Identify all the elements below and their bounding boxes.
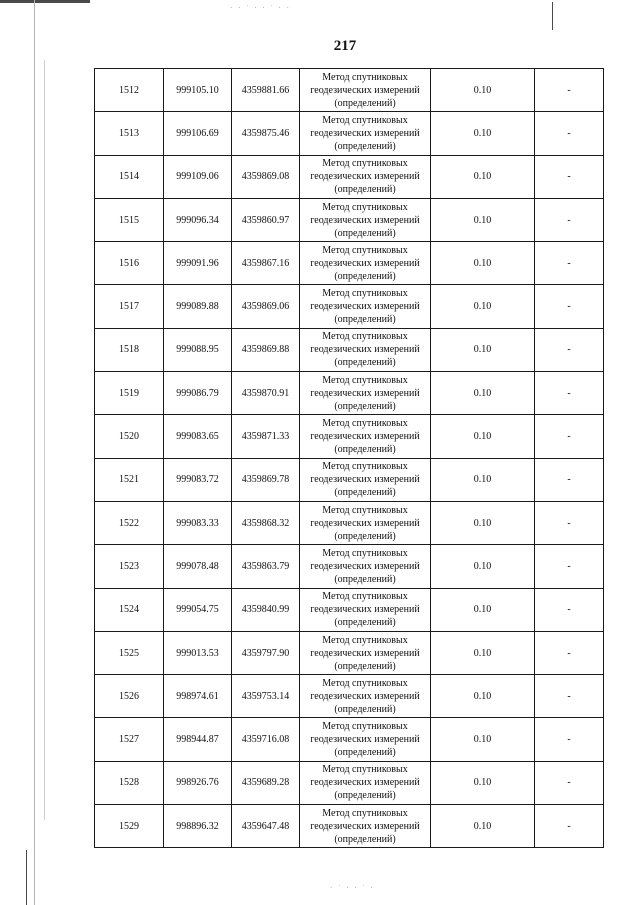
method-line: Метод спутниковых: [322, 807, 408, 819]
table-row: [95, 675, 604, 718]
y-coordinate-cell: 4359869.08: [232, 155, 300, 198]
method-line: Метод спутниковых: [322, 547, 408, 559]
point-number-cell: 1521: [95, 458, 164, 501]
note-cell: -: [535, 545, 604, 588]
point-number-cell: 1516: [95, 242, 164, 285]
method-cell: [300, 285, 431, 328]
point-number-cell: 1520: [95, 415, 164, 458]
accuracy-cell: 0.10: [431, 198, 535, 241]
table-row: [95, 112, 604, 155]
method-cell: [300, 242, 431, 285]
method-line: геодезических измерений: [310, 517, 420, 529]
method-cell: [300, 501, 431, 544]
y-coordinate-cell: 4359871.33: [232, 415, 300, 458]
method-line: геодезических измерений: [310, 171, 420, 183]
x-coordinate-cell: 998926.76: [164, 761, 232, 804]
x-coordinate-cell: 999083.65: [164, 415, 232, 458]
y-coordinate-cell: 4359863.79: [232, 545, 300, 588]
method-cell: [300, 675, 431, 718]
scan-edge-bottom-left: [26, 850, 27, 905]
method-cell: [300, 69, 431, 112]
method-cell: [300, 631, 431, 674]
method-line: Метод спутниковых: [322, 504, 408, 516]
method-line: (определений): [334, 790, 396, 802]
method-line: (определений): [334, 270, 396, 282]
method-line: (определений): [334, 357, 396, 369]
method-line: Метод спутниковых: [322, 331, 408, 343]
method-line: (определений): [334, 617, 396, 629]
method-line: Метод спутниковых: [322, 764, 408, 776]
scan-edge-top-left: [0, 0, 90, 3]
note-cell: -: [535, 285, 604, 328]
note-cell: -: [535, 328, 604, 371]
point-number-cell: 1518: [95, 328, 164, 371]
method-line: Метод спутниковых: [322, 374, 408, 386]
method-line: (определений): [334, 184, 396, 196]
y-coordinate-cell: 4359869.78: [232, 458, 300, 501]
accuracy-cell: 0.10: [431, 805, 535, 848]
note-cell: -: [535, 155, 604, 198]
note-cell: -: [535, 761, 604, 804]
method-cell: [300, 458, 431, 501]
note-cell: -: [535, 242, 604, 285]
method-line: (определений): [334, 530, 396, 542]
note-cell: -: [535, 112, 604, 155]
table-row: [95, 718, 604, 761]
point-number-cell: 1522: [95, 501, 164, 544]
method-cell: [300, 112, 431, 155]
method-line: геодезических измерений: [310, 344, 420, 356]
method-line: геодезических измерений: [310, 777, 420, 789]
point-number-cell: 1517: [95, 285, 164, 328]
method-line: геодезических измерений: [310, 820, 420, 832]
method-line: Метод спутниковых: [322, 71, 408, 83]
accuracy-cell: 0.10: [431, 415, 535, 458]
x-coordinate-cell: 999013.53: [164, 631, 232, 674]
x-coordinate-cell: 999078.48: [164, 545, 232, 588]
accuracy-cell: 0.10: [431, 631, 535, 674]
note-cell: -: [535, 675, 604, 718]
accuracy-cell: 0.10: [431, 328, 535, 371]
y-coordinate-cell: 4359860.97: [232, 198, 300, 241]
table-row: [95, 328, 604, 371]
method-line: геодезических измерений: [310, 734, 420, 746]
method-line: (определений): [334, 400, 396, 412]
accuracy-cell: 0.10: [431, 718, 535, 761]
point-number-cell: 1523: [95, 545, 164, 588]
x-coordinate-cell: 999054.75: [164, 588, 232, 631]
accuracy-cell: 0.10: [431, 761, 535, 804]
table-row: [95, 372, 604, 415]
method-cell: [300, 198, 431, 241]
x-coordinate-cell: 999083.72: [164, 458, 232, 501]
coordinates-table: [94, 68, 604, 848]
point-number-cell: 1528: [95, 761, 164, 804]
method-line: (определений): [334, 227, 396, 239]
method-cell: [300, 805, 431, 848]
note-cell: -: [535, 805, 604, 848]
method-line: (определений): [334, 97, 396, 109]
method-line: Метод спутниковых: [322, 634, 408, 646]
accuracy-cell: 0.10: [431, 112, 535, 155]
point-number-cell: 1526: [95, 675, 164, 718]
table-row: [95, 588, 604, 631]
table-row: [95, 285, 604, 328]
x-coordinate-cell: 999109.06: [164, 155, 232, 198]
x-coordinate-cell: 999088.95: [164, 328, 232, 371]
method-line: геодезических измерений: [310, 301, 420, 313]
method-line: Метод спутниковых: [322, 677, 408, 689]
table-body: [95, 69, 604, 848]
method-line: Метод спутниковых: [322, 418, 408, 430]
method-line: (определений): [334, 314, 396, 326]
method-cell: [300, 718, 431, 761]
y-coordinate-cell: 4359875.46: [232, 112, 300, 155]
note-cell: -: [535, 458, 604, 501]
point-number-cell: 1529: [95, 805, 164, 848]
table-row: [95, 501, 604, 544]
method-cell: [300, 588, 431, 631]
x-coordinate-cell: 999091.96: [164, 242, 232, 285]
method-cell: [300, 328, 431, 371]
method-line: (определений): [334, 833, 396, 845]
table-row: [95, 545, 604, 588]
point-number-cell: 1514: [95, 155, 164, 198]
table-row: [95, 155, 604, 198]
method-line: геодезических измерений: [310, 647, 420, 659]
method-line: (определений): [334, 487, 396, 499]
point-number-cell: 1527: [95, 718, 164, 761]
note-cell: -: [535, 415, 604, 458]
scan-edge-left: [34, 0, 35, 905]
table-row: [95, 415, 604, 458]
y-coordinate-cell: 4359689.28: [232, 761, 300, 804]
accuracy-cell: 0.10: [431, 545, 535, 588]
x-coordinate-cell: 998974.61: [164, 675, 232, 718]
method-line: (определений): [334, 703, 396, 715]
y-coordinate-cell: 4359716.08: [232, 718, 300, 761]
method-line: (определений): [334, 140, 396, 152]
method-line: (определений): [334, 573, 396, 585]
method-line: геодезических измерений: [310, 431, 420, 443]
method-line: Метод спутниковых: [322, 591, 408, 603]
note-cell: -: [535, 372, 604, 415]
accuracy-cell: 0.10: [431, 501, 535, 544]
y-coordinate-cell: 4359840.99: [232, 588, 300, 631]
note-cell: -: [535, 588, 604, 631]
page-number: 217: [333, 38, 357, 54]
table-row: [95, 761, 604, 804]
point-number-cell: 1512: [95, 69, 164, 112]
scan-edge-left-2: [44, 60, 45, 820]
method-line: Метод спутниковых: [322, 201, 408, 213]
y-coordinate-cell: 4359797.90: [232, 631, 300, 674]
x-coordinate-cell: 999089.88: [164, 285, 232, 328]
method-line: геодезических измерений: [310, 127, 420, 139]
method-cell: [300, 761, 431, 804]
method-line: геодезических измерений: [310, 474, 420, 486]
method-line: (определений): [334, 444, 396, 456]
method-cell: [300, 545, 431, 588]
y-coordinate-cell: 4359647.48: [232, 805, 300, 848]
method-line: геодезических измерений: [310, 560, 420, 572]
accuracy-cell: 0.10: [431, 675, 535, 718]
scan-edge-top-right: [552, 2, 553, 30]
method-line: геодезических измерений: [310, 690, 420, 702]
y-coordinate-cell: 4359870.91: [232, 372, 300, 415]
table-row: [95, 631, 604, 674]
method-line: (определений): [334, 747, 396, 759]
method-line: геодезических измерений: [310, 387, 420, 399]
x-coordinate-cell: 999096.34: [164, 198, 232, 241]
scan-noise-bottom: · ˙ · · ˙ ·: [330, 884, 375, 892]
x-coordinate-cell: 999106.69: [164, 112, 232, 155]
accuracy-cell: 0.10: [431, 372, 535, 415]
y-coordinate-cell: 4359881.66: [232, 69, 300, 112]
point-number-cell: 1519: [95, 372, 164, 415]
accuracy-cell: 0.10: [431, 69, 535, 112]
x-coordinate-cell: 999105.10: [164, 69, 232, 112]
accuracy-cell: 0.10: [431, 458, 535, 501]
method-line: геодезических измерений: [310, 604, 420, 616]
table-row: [95, 242, 604, 285]
x-coordinate-cell: 998896.32: [164, 805, 232, 848]
note-cell: -: [535, 198, 604, 241]
x-coordinate-cell: 998944.87: [164, 718, 232, 761]
point-number-cell: 1525: [95, 631, 164, 674]
note-cell: -: [535, 69, 604, 112]
note-cell: -: [535, 718, 604, 761]
point-number-cell: 1524: [95, 588, 164, 631]
method-line: Метод спутниковых: [322, 244, 408, 256]
accuracy-cell: 0.10: [431, 155, 535, 198]
method-line: геодезических измерений: [310, 214, 420, 226]
method-line: геодезических измерений: [310, 257, 420, 269]
table-row: [95, 458, 604, 501]
method-line: Метод спутниковых: [322, 114, 408, 126]
y-coordinate-cell: 4359869.88: [232, 328, 300, 371]
accuracy-cell: 0.10: [431, 242, 535, 285]
x-coordinate-cell: 999086.79: [164, 372, 232, 415]
method-line: Метод спутниковых: [322, 721, 408, 733]
y-coordinate-cell: 4359869.06: [232, 285, 300, 328]
table-row: [95, 69, 604, 112]
scan-noise-top: · · ˙ · · ˙ · ·: [230, 4, 291, 12]
y-coordinate-cell: 4359753.14: [232, 675, 300, 718]
accuracy-cell: 0.10: [431, 285, 535, 328]
point-number-cell: 1515: [95, 198, 164, 241]
method-cell: [300, 415, 431, 458]
note-cell: -: [535, 631, 604, 674]
y-coordinate-cell: 4359867.16: [232, 242, 300, 285]
accuracy-cell: 0.10: [431, 588, 535, 631]
method-line: Метод спутниковых: [322, 158, 408, 170]
method-line: Метод спутниковых: [322, 288, 408, 300]
y-coordinate-cell: 4359868.32: [232, 501, 300, 544]
method-cell: [300, 372, 431, 415]
method-cell: [300, 155, 431, 198]
method-line: геодезических измерений: [310, 84, 420, 96]
method-line: Метод спутниковых: [322, 461, 408, 473]
x-coordinate-cell: 999083.33: [164, 501, 232, 544]
table-row: [95, 198, 604, 241]
note-cell: -: [535, 501, 604, 544]
point-number-cell: 1513: [95, 112, 164, 155]
method-line: (определений): [334, 660, 396, 672]
table-row: [95, 805, 604, 848]
